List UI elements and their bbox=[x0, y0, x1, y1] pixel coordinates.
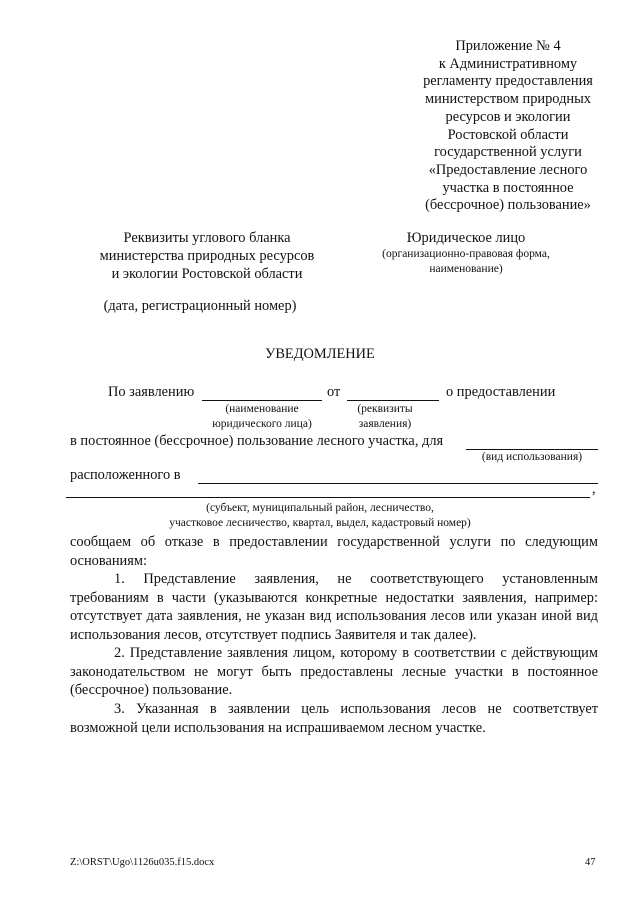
letterhead-line: и экологии Ростовской области bbox=[111, 266, 303, 282]
appendix-line: Приложение № 4 bbox=[455, 38, 561, 54]
appendix-line: ресурсов и экологии bbox=[445, 108, 571, 125]
appendix-line: государственной услуги bbox=[434, 144, 582, 161]
by-application-label: По заявлению bbox=[108, 384, 195, 400]
appendix-line: регламенту предоставления bbox=[423, 73, 593, 90]
caption-line: (субъект, муниципальный район, лесничество, bbox=[206, 502, 434, 514]
caption-use-type: (вид использования) bbox=[481, 451, 583, 463]
caption-line: юридического лица) bbox=[212, 418, 312, 430]
appendix-line: (бессрочное) пользование» bbox=[425, 197, 591, 214]
about-provision-label: о предоставлении bbox=[446, 384, 556, 400]
document-title: УВЕДОМЛЕНИЕ bbox=[265, 346, 375, 362]
addressee-caption-line: наименование) bbox=[429, 263, 503, 275]
appendix-line: Ростовской области bbox=[447, 126, 569, 143]
caption-location bbox=[120, 501, 520, 531]
caption-line: (наименование bbox=[225, 403, 299, 415]
ground-item-3: 3. Указанная в заявлении цель использования лесов не соответствует возможной цели использования на испрашиваемом лесном участке. bbox=[70, 701, 598, 736]
addressee-title: Юридическое лицо bbox=[406, 230, 526, 246]
appendix-header bbox=[405, 38, 611, 215]
footer-file-path: Z:\ORST\Ugo\1126u035.f15.docx bbox=[70, 857, 215, 868]
letterhead-line: министерства природных ресурсов bbox=[99, 248, 315, 264]
appendix-line: «Предоставление лесного bbox=[428, 161, 588, 178]
caption-applicant-name bbox=[200, 402, 324, 432]
location-blank-2[interactable] bbox=[66, 497, 590, 498]
caption-line: заявления) bbox=[358, 418, 412, 430]
location-blank-1[interactable] bbox=[198, 483, 598, 484]
date-registration-number: (дата, регистрационный номер) bbox=[103, 298, 297, 314]
caption-line: (реквизиты bbox=[357, 403, 413, 415]
appendix-line: участка в постоянное bbox=[442, 179, 574, 196]
ground-item-2: 2. Представление заявления лицом, которому в соответствии с действующим законодательством не могут быть предоставлены лесные участки в постоянное (бессрочное) пользование. bbox=[70, 645, 598, 699]
footer-page-number: 47 bbox=[585, 857, 596, 868]
letterhead-requisites bbox=[70, 229, 344, 283]
refusal-paragraph: сообщаем об отказе в предоставлении государственной услуги по следующим основаниям: bbox=[70, 534, 598, 569]
appendix-line: к Административному bbox=[438, 55, 578, 72]
caption-application-details bbox=[337, 402, 433, 432]
permanent-use-label: в постоянное (бессрочное) пользование лесного участка, для bbox=[70, 433, 444, 449]
comma: , bbox=[592, 481, 596, 497]
applicant-name-blank[interactable] bbox=[202, 400, 322, 401]
ground-item-1: 1. Представление заявления, не соответствующего установленным требованиям в части (указываются конкретные недостатки заявления, например: отсутствует дата заявления, не указан вид использования лесов или указан иной вид использования лесов, отсутствует подпись Заявителя и так далее). bbox=[70, 571, 598, 643]
located-in-label: расположенного в bbox=[70, 467, 181, 483]
addressee-caption-line: (организационно-правовая форма, bbox=[382, 248, 550, 260]
addressee-block bbox=[360, 229, 572, 277]
application-details-blank[interactable] bbox=[347, 400, 439, 401]
from-label: от bbox=[327, 384, 341, 400]
letterhead-line: Реквизиты углового бланка bbox=[123, 230, 291, 246]
appendix-line: министерством природных bbox=[425, 91, 591, 108]
caption-line: участковое лесничество, квартал, выдел, кадастровый номер) bbox=[169, 517, 471, 529]
